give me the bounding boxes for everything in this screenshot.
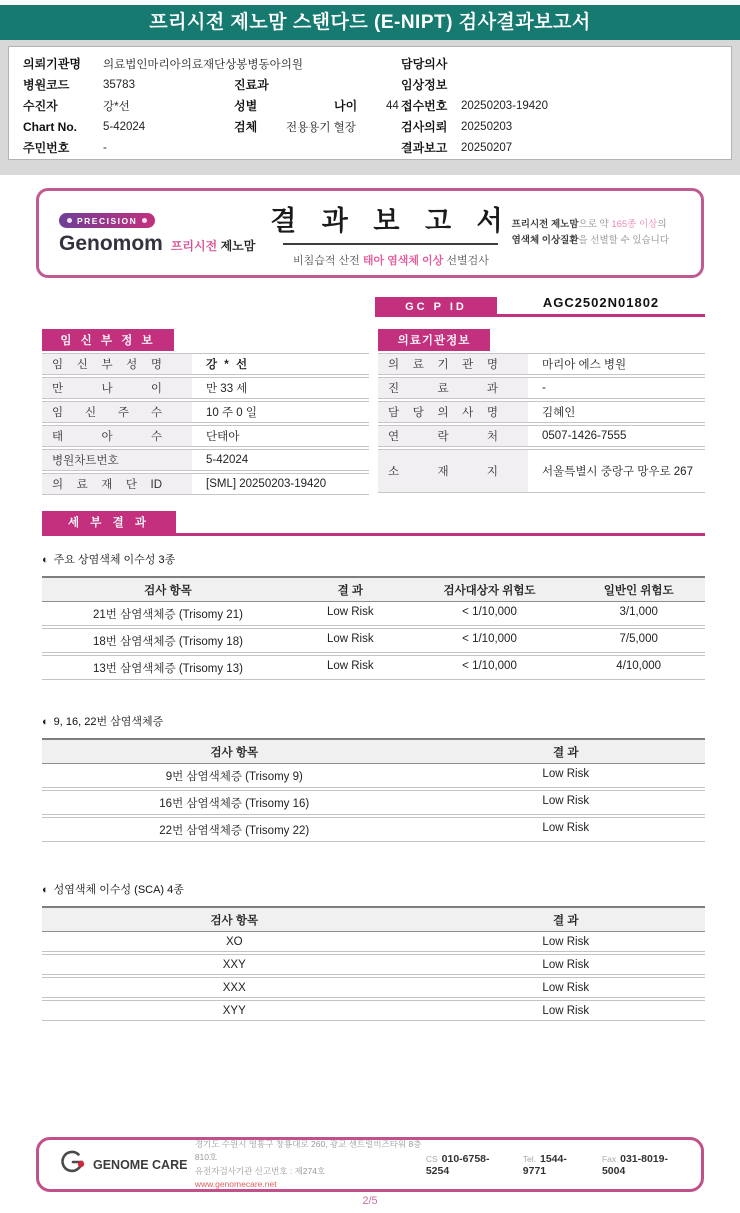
row-value: 0507-1426-7555 <box>542 430 627 442</box>
gcpid-value: AGC2502N01802 <box>497 293 705 317</box>
field-value: 20250203 <box>461 120 513 133</box>
section-heading <box>42 881 705 897</box>
patient-info-panel <box>8 46 732 160</box>
field-value: 의료법인마리아의료재단상봉병동아의원 <box>103 58 303 71</box>
test-item: XO <box>225 936 243 948</box>
detail-results-title: 세 부 결 과 <box>42 511 176 533</box>
brand-genomom: Genomom <box>59 232 163 255</box>
subject-risk: < 1/10,000 <box>462 660 517 672</box>
test-result: Low Risk <box>542 795 590 807</box>
table-row <box>42 790 705 815</box>
field-label: 나이 <box>334 99 358 113</box>
section-heading-text: 성염색체 이수성 (SCA) 4종 <box>53 884 184 896</box>
test-result: Low Risk <box>326 606 374 618</box>
row-label: 소 재 지 <box>388 466 498 478</box>
mother-info-table <box>42 329 369 495</box>
tagline-pink: 165종 이상 <box>611 219 658 231</box>
badge-label: PRECISION <box>77 215 138 226</box>
gcpid-row <box>375 293 705 317</box>
hospital-info-table <box>378 329 705 495</box>
field-value: 20250203-19420 <box>461 99 548 112</box>
brand-block <box>59 210 270 256</box>
table-row <box>378 353 705 375</box>
tagline-text: 의 <box>657 219 667 231</box>
row-label: 만 나 이 <box>52 383 162 395</box>
section-heading-text: 주요 상염색체 이수성 3종 <box>53 554 176 566</box>
address-line: 경기도 수원시 영통구 창룡대로 260, 광교 센트럴비즈타워 8층 810호 <box>194 1139 422 1163</box>
table-row <box>378 425 705 447</box>
tagline-text: 으로 약 <box>578 219 612 231</box>
footer-address <box>195 1138 426 1191</box>
result-report-box <box>36 188 704 278</box>
test-item: 9번 삼염색체증 (Trisomy 9) <box>165 771 303 783</box>
table-row <box>42 954 705 975</box>
row-value: 단태아 <box>206 431 240 443</box>
field-label: 수진자 <box>23 99 58 113</box>
table-row <box>378 377 705 399</box>
test-result: Low Risk <box>542 982 590 994</box>
field-label: Chart No. <box>23 119 77 134</box>
table-row <box>42 449 369 471</box>
field-row <box>401 53 548 74</box>
field-label: 병원코드 <box>23 78 70 92</box>
page-number: 2/5 <box>362 1195 378 1207</box>
row-value: 10 주 0 일 <box>206 407 257 419</box>
column-header: 결 과 <box>337 585 363 597</box>
field-row <box>401 137 548 158</box>
field-row <box>401 95 548 116</box>
field-value: 5-42024 <box>103 120 146 133</box>
table-header-row <box>42 738 705 764</box>
row-label: 병원차트번호 <box>52 455 119 467</box>
test-item: 22번 삼염색체증 (Trisomy 22) <box>159 825 310 837</box>
half-circle-bullet-icon: ◐ <box>42 716 49 728</box>
row-value: 강 * 선 <box>206 359 250 371</box>
footer-contacts <box>426 1153 683 1177</box>
test-result: Low Risk <box>326 633 374 645</box>
row-label: 담 당 의 사 명 <box>388 407 498 419</box>
subtitle-post: 선별검사 <box>443 254 489 267</box>
test-result: Low Risk <box>542 959 590 971</box>
test-item: 16번 삼염색체증 (Trisomy 16) <box>159 798 310 810</box>
mother-info-title: 임 신 부 정 보 <box>42 329 174 351</box>
field-row <box>23 53 303 74</box>
field-value: 20250207 <box>461 141 513 154</box>
license-line: 유전자검사기관 신고번호 : 제274호 <box>194 1165 326 1176</box>
table-row <box>42 932 705 952</box>
field-value: 강*선 <box>103 100 130 113</box>
brand-kr-pink: 프리시전 <box>170 239 218 253</box>
field-label: 의뢰기관명 <box>23 57 81 71</box>
report-title-bar: 프리시전 제노맘 스탠다드 (E-NIPT) 검사결과보고서 <box>0 5 740 40</box>
test-item: 13번 삼염색체증 (Trisomy 13) <box>92 663 243 675</box>
subject-risk: < 1/10,000 <box>462 633 517 645</box>
contact-fax <box>602 1153 683 1177</box>
detail-results-header <box>42 511 705 536</box>
contact-number: 031-8019-5004 <box>601 1152 668 1177</box>
row-label: 의 료 기 관 명 <box>388 359 498 371</box>
contact-label: CS <box>425 1153 438 1164</box>
column-header: 결 과 <box>553 915 579 927</box>
genomecare-logo-icon <box>57 1147 87 1182</box>
column-header: 검사 항목 <box>210 915 259 927</box>
field-label: 주민번호 <box>23 141 70 155</box>
brand-kr-dark: 제노맘 <box>220 239 256 253</box>
test-item: XXX <box>222 982 246 994</box>
field-label: 검체 <box>234 120 258 134</box>
row-label: 연 락 처 <box>388 431 498 443</box>
table-row <box>378 449 705 493</box>
gcpid-label: GC P ID <box>375 297 497 317</box>
field-row <box>23 137 303 158</box>
contact-label: Tel. <box>522 1153 536 1164</box>
table-row <box>42 817 705 842</box>
table-row <box>42 1000 705 1021</box>
test-result: Low Risk <box>542 1005 590 1017</box>
table-header-row <box>42 576 705 602</box>
row-value: [SML] 20250203-19420 <box>206 478 327 490</box>
table-header-row <box>42 906 705 932</box>
table-row <box>42 401 369 423</box>
field-label: 접수번호 <box>401 99 448 113</box>
tagline-bold: 프리시전 제노맘 <box>511 219 579 231</box>
column-header: 일반인 위험도 <box>603 585 674 597</box>
row-value: 서울특별시 중랑구 망우로 267 <box>542 466 693 478</box>
population-risk: 7/5,000 <box>619 633 658 645</box>
report-title-block <box>270 199 511 268</box>
test-item: 21번 삼염색체증 (Trisomy 21) <box>92 609 243 621</box>
field-label: 성별 <box>234 99 258 113</box>
section-heading-text: 9, 16, 22번 삼염색체증 <box>53 716 164 728</box>
field-label: 검사의뢰 <box>401 120 448 134</box>
test-result: Low Risk <box>542 822 590 834</box>
test-result: Low Risk <box>326 660 374 672</box>
population-risk: 3/1,000 <box>619 606 658 618</box>
footer-brand-name: GENOME CARE <box>93 1157 188 1172</box>
table-row <box>42 377 369 399</box>
contact-tel <box>523 1153 584 1177</box>
brand-korean <box>171 237 256 254</box>
field-label: 임상정보 <box>401 78 448 92</box>
tagline-text: 을 선별할 수 있습니다 <box>578 235 670 246</box>
row-value: 마리아 에스 병원 <box>542 359 627 371</box>
report-title: 결 과 보 고 서 <box>270 205 512 236</box>
section-heading <box>42 551 705 567</box>
field-row <box>234 74 399 95</box>
footer-website-link[interactable]: www.genomecare.net <box>194 1178 277 1189</box>
population-risk: 4/10,000 <box>616 660 662 672</box>
patient-col-2 <box>234 74 399 137</box>
row-label: 임 신 부 성 명 <box>52 359 162 371</box>
half-circle-bullet-icon: ◐ <box>42 884 49 896</box>
genomecare-logo <box>57 1147 195 1182</box>
field-value: 전용용기 혈장 <box>286 121 356 134</box>
tagline-bold: 염색체 이상질환 <box>511 235 579 246</box>
table-row <box>42 764 705 788</box>
contact-cs <box>426 1153 505 1177</box>
contact-label: Fax <box>601 1153 617 1164</box>
field-value: - <box>103 141 107 154</box>
row-value: 만 33 세 <box>206 383 248 395</box>
subject-risk: < 1/10,000 <box>462 606 517 618</box>
hospital-info-title: 의료기관정보 <box>378 329 490 351</box>
footer <box>36 1137 704 1192</box>
row-label: 임 신 주 수 <box>52 407 162 419</box>
column-header: 검사 항목 <box>210 747 259 759</box>
precision-badge <box>59 213 155 228</box>
row-label: 의 료 재 단 ID <box>52 479 162 491</box>
field-label: 담당의사 <box>401 57 448 71</box>
row-value: 5-42024 <box>206 454 249 466</box>
test-result: Low Risk <box>542 936 590 948</box>
autosome-trisomy-table <box>42 576 705 680</box>
field-value: 35783 <box>103 78 135 91</box>
contact-number: 010-6758-5254 <box>425 1152 490 1177</box>
title-underline <box>283 243 498 245</box>
patient-info-band <box>0 40 740 175</box>
badge-dot-icon <box>67 218 72 223</box>
field-row <box>234 95 399 116</box>
test-result: Low Risk <box>542 768 590 780</box>
report-tagline <box>512 217 681 248</box>
half-circle-bullet-icon: ◐ <box>42 554 49 566</box>
table-row <box>42 425 369 447</box>
table-row <box>42 602 705 626</box>
section-heading <box>42 713 705 729</box>
table-row <box>42 353 369 375</box>
badge-dot-icon <box>142 218 147 223</box>
row-value: - <box>542 382 546 394</box>
field-row <box>401 74 548 95</box>
patient-col-3 <box>401 53 548 158</box>
test-item: XXY <box>222 959 246 971</box>
other-trisomy-table <box>42 738 705 842</box>
column-header: 검사 항목 <box>144 585 192 597</box>
column-header: 검사대상자 위험도 <box>443 585 536 597</box>
test-item: 18번 삼염색체증 (Trisomy 18) <box>92 636 243 648</box>
field-value: 44 <box>386 99 399 112</box>
row-label: 태 아 수 <box>52 431 162 443</box>
sca-table <box>42 906 705 1021</box>
contact-number: 1544-9771 <box>522 1152 567 1177</box>
row-label: 진 료 과 <box>388 383 498 395</box>
table-row <box>42 628 705 653</box>
subtitle-highlight: 태아 염색체 이상 <box>362 254 444 267</box>
info-tables-row <box>42 329 705 495</box>
table-row <box>42 473 369 495</box>
field-label: 결과보고 <box>401 141 448 155</box>
test-item: XYY <box>222 1005 246 1017</box>
table-row <box>42 655 705 680</box>
field-label: 진료과 <box>234 78 269 92</box>
row-value: 김혜인 <box>542 407 576 419</box>
column-header: 결 과 <box>553 747 579 759</box>
field-row <box>234 116 399 137</box>
subtitle-pre: 비침습적 산전 <box>292 254 363 267</box>
table-row <box>378 401 705 423</box>
report-subtitle <box>270 252 511 268</box>
table-row <box>42 977 705 998</box>
field-row <box>401 116 548 137</box>
